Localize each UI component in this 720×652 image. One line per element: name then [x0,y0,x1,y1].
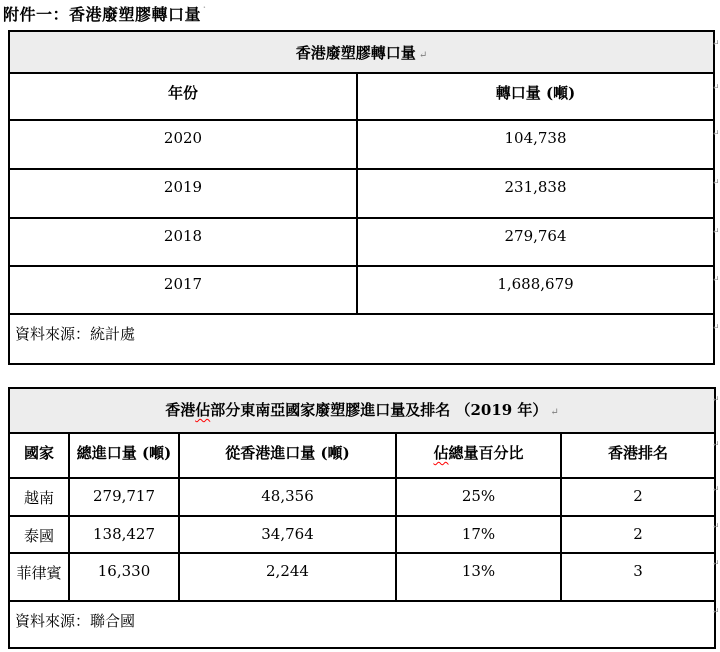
page-title-text: 附件一：香港廢塑膠轉口量 [3,5,202,24]
cell-year: 2017 [9,266,357,314]
col-header-percent [396,433,561,478]
cell-volume: 104,738 [357,120,714,169]
cell-year: 2018 [9,218,357,266]
cell-year: 2020 [9,120,357,169]
return-mark-icon: ↵ [418,50,428,61]
table1-title-cell [9,31,714,73]
cell-from-hk: 2,244 [179,553,396,601]
row-end-mark-icon: ↵ [712,522,720,532]
cell-year: 2019 [9,169,357,218]
table-row [9,120,714,169]
row-end-mark-icon: ↵ [712,607,720,617]
row-end-mark-icon: ↵ [712,83,720,93]
sea-import-share-table [8,387,716,649]
col-header-percent-misspelled: 佔 [433,444,449,462]
cell-volume: 1,688,679 [357,266,714,314]
table-row [9,516,715,553]
row-end-mark-icon: ↵ [712,129,720,139]
table-row [9,31,714,73]
table1-title: 香港廢塑膠轉口量 [295,44,416,62]
col-header-from-hk: 從香港進口量 (噸) [179,433,396,478]
table-row [9,601,715,648]
cell-from-hk: 48,356 [179,478,396,516]
col-header-total-import: 總進口量 (噸) [69,433,179,478]
table1-source: 資料來源：統計處 [9,314,714,364]
table2-title-misspelled: 佔 [195,401,211,419]
table-row [9,169,714,218]
row-end-mark-icon: ↵ [712,485,720,495]
return-mark-icon: ↵ [550,407,559,418]
cell-rank: 3 [561,553,715,601]
cell-rank: 2 [561,516,715,553]
col-header-country: 國家 [9,433,69,478]
row-end-mark-icon: ↵ [712,395,720,405]
row-end-mark-icon: ↵ [712,39,720,49]
cell-total: 279,717 [69,478,179,516]
page-title [3,2,206,25]
cell-total: 138,427 [69,516,179,553]
table2-title-cell [9,388,715,433]
table-row [9,433,715,478]
col-header-year: 年份 [9,73,357,120]
table2-source: 資料來源：聯合國 [9,601,715,648]
table-row [9,478,715,516]
cell-from-hk: 34,764 [179,516,396,553]
cell-total: 16,330 [69,553,179,601]
reexport-volume-table [8,30,715,365]
row-end-mark-icon: ↵ [712,440,720,450]
table-row [9,553,715,601]
cell-country: 菲律賓 [9,553,69,601]
cell-volume: 279,764 [357,218,714,266]
cell-percent: 17% [396,516,561,553]
col-header-percent-rest: 總量百分比 [448,444,524,462]
cell-volume: 231,838 [357,169,714,218]
col-header-volume: 轉口量 (噸) [357,73,714,120]
row-end-mark-icon: ↵ [712,559,720,569]
cell-rank: 2 [561,478,715,516]
table2-title-part1: 香港 [165,401,196,419]
cell-country: 泰國 [9,516,69,553]
table-row [9,388,715,433]
cell-percent: 13% [396,553,561,601]
cell-country: 越南 [9,478,69,516]
cell-percent: 25% [396,478,561,516]
row-end-mark-icon: ↵ [712,227,720,237]
table-row [9,73,714,120]
table-row [9,218,714,266]
table2-title-part2: 部分東南亞國家廢塑膠進口量及排名 （2019 年） [210,401,548,419]
row-end-mark-icon: ↵ [712,323,720,333]
table-row [9,314,714,364]
row-end-mark-icon: ↵ [712,275,720,285]
row-end-mark-icon: ↵ [712,178,720,188]
col-header-rank: 香港排名 [561,433,715,478]
paragraph-mark-icon: · [203,2,207,12]
table-row [9,266,714,314]
